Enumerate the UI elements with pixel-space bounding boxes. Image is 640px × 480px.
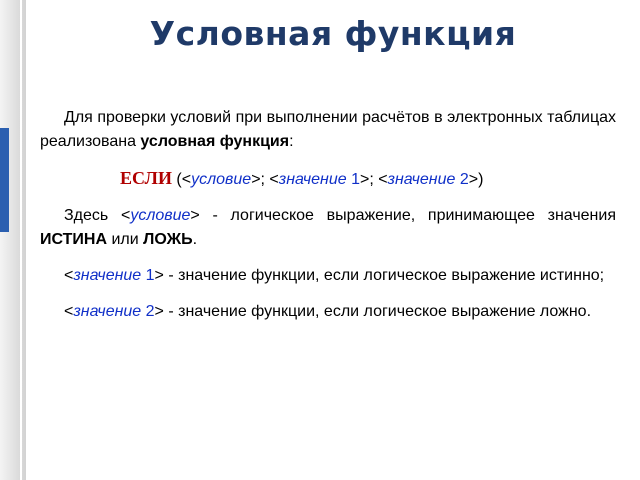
formula-arg-value2: значение [387,171,456,188]
condition-desc: > - логическое выражение, принимающее значения [190,207,616,224]
function-name: ЕСЛИ [120,168,172,188]
value2-desc: > - значение функции, если логическое выражение ложно. [154,303,592,320]
value2-num: 2 [141,303,155,320]
intro-text: Для проверки условий при выполнении расчётов в электронных таблицах реализована [40,109,616,150]
value2-pre: < [64,303,74,320]
formula-arg-condition: условие [191,171,252,188]
formula-arg-value1: значение [278,171,347,188]
formula-arg-value1-num: 1 [346,171,360,188]
formula-close: >) [468,171,484,188]
slide-title: Условная функция [149,14,517,53]
formula-sep-2: >; < [359,171,388,188]
condition-arg: условие [130,207,191,224]
intro-end: : [289,133,294,150]
false-word: ЛОЖЬ [143,231,193,248]
paragraph-value1 [40,264,616,288]
or-word: или [107,231,144,248]
slide-content [40,106,616,336]
formula-line [40,166,616,192]
divider-line [20,0,22,480]
formula-arg-value2-num: 2 [455,171,469,188]
value1-num: 1 [141,267,155,284]
value1-desc: > - значение функции, если логическое выражение истинно; [154,267,605,284]
condition-pre: Здесь < [64,207,131,224]
intro-bold: условная функция [140,133,290,150]
formula-open: (< [171,171,192,188]
left-decor-bar [0,0,26,480]
paragraph-value2 [40,300,616,324]
paragraph-condition [40,204,616,252]
value2-arg: значение [73,303,142,320]
condition-end: . [192,231,198,248]
value1-arg: значение [73,267,142,284]
formula-sep-1: >; < [251,171,279,188]
blue-accent-stripe [0,128,9,232]
paragraph-intro [40,106,616,154]
value1-pre: < [64,267,74,284]
true-word: ИСТИНА [40,231,108,248]
